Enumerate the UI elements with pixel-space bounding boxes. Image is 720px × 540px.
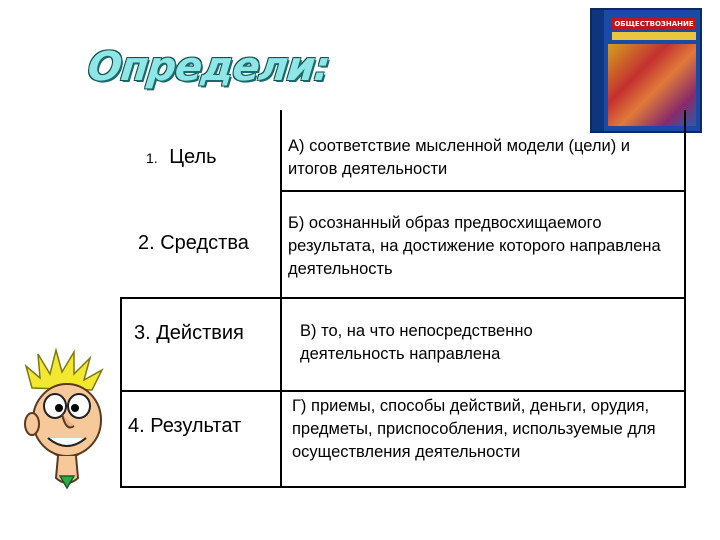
term-result: 4. Результат: [128, 415, 242, 437]
term-actions: 3. Действия: [134, 322, 244, 344]
page-title: Определи:: [85, 44, 332, 90]
definition-a: А) соответствие мысленной модели (цели) и итогов деятельности: [288, 137, 631, 178]
table-row-divider: [280, 190, 686, 192]
definition-v: В) то, на что непосредственно деятельность направлена: [300, 322, 533, 363]
book-cover-subtitle-band: [612, 32, 696, 40]
table-column-divider: [280, 110, 282, 488]
term-number: 1.: [146, 150, 158, 166]
definition-b: Б) осознанный образ предвосхищаемого результата, на достижение которого направлена деятельность: [288, 214, 661, 278]
definition-g: Г) приемы, способы действий, деньги, орудия, предметы, приспособления, используемые для осуществления деятельности: [292, 397, 656, 461]
book-cover-title: ОБЩЕСТВОЗНАНИЕ: [612, 18, 696, 30]
table-row-divider: [120, 297, 686, 299]
term-label: Цель: [169, 146, 217, 168]
term-goal: [146, 146, 217, 169]
term-means: 2. Средства: [138, 232, 249, 254]
cartoon-face-image: [22, 348, 112, 496]
table-row-divider: [120, 390, 686, 392]
table-left-border: [120, 297, 122, 488]
